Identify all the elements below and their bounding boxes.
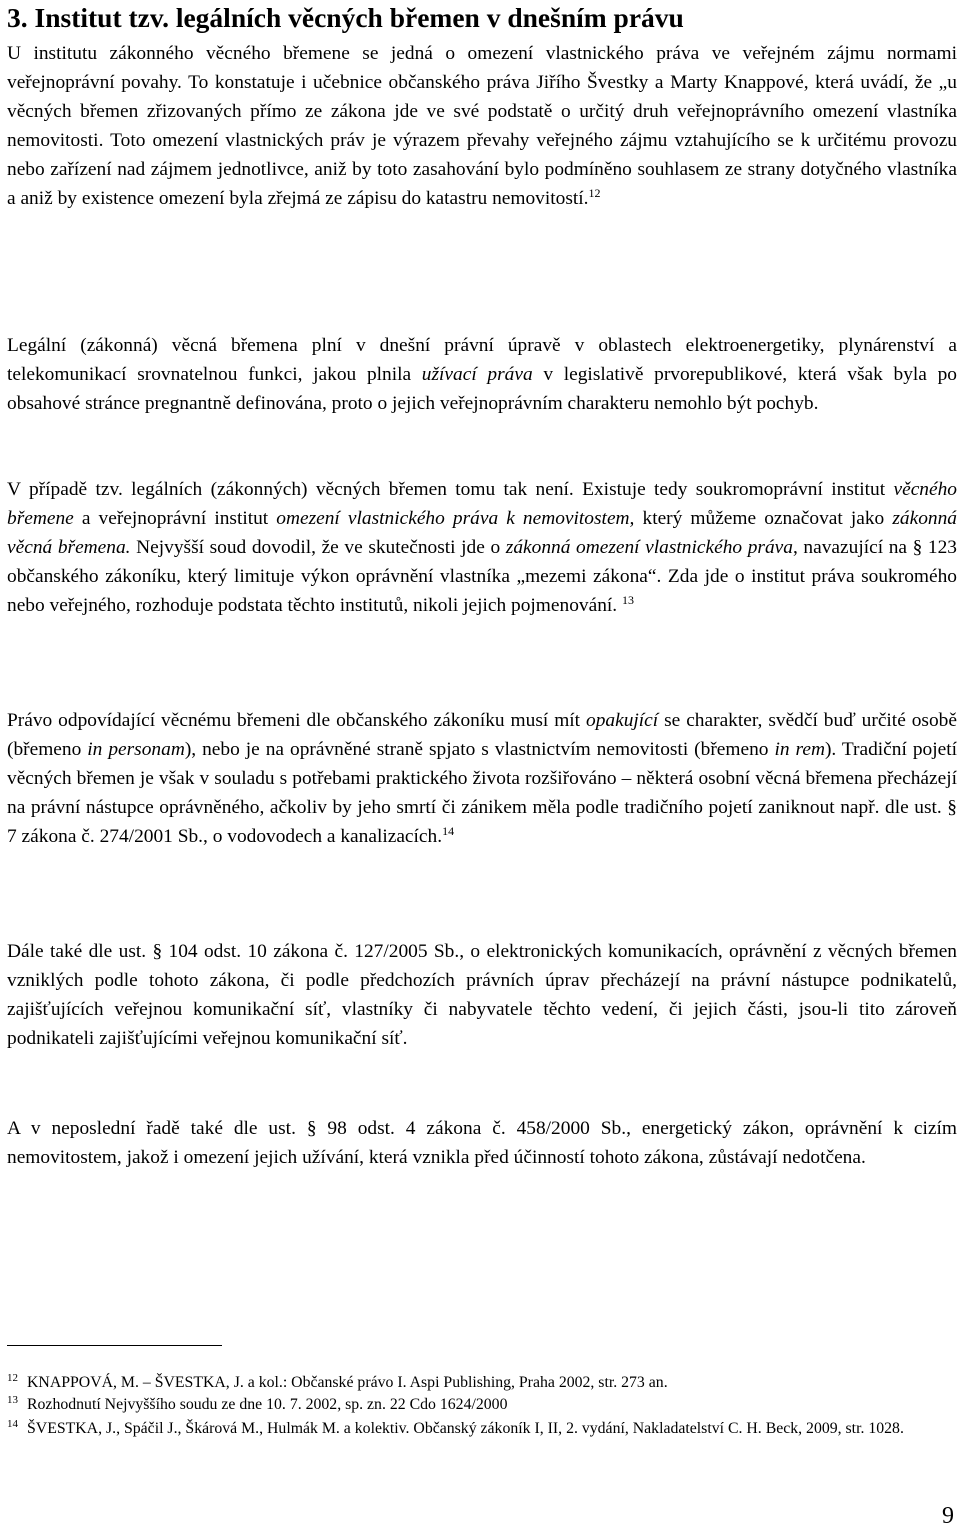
footnote-ref-12[interactable]: 12 [588,186,601,200]
italic-term: věcného břemene [7,479,957,529]
footnote-number: 14 [7,1418,18,1430]
paragraph-5: Dále také dle ust. § 104 odst. 10 zákona č. 127/2005 Sb., o elektronických komunikacích, oprávnění z věcných břemen vzniklých podle tohoto zákona, či podle předchozích právních úprav přecházejí na právní nástupce podnikatelů, zajišťujících veřejnou komunikační síť, vlastníky či nabyvatele těchto vedení, či jejich části, jsou-li tito zároveň podnikateli zajišťujícími veřejnou komunikační síť. [7,941,957,1049]
italic-term: užívací práva [421,364,533,385]
paragraph-2: Legální (zákonná) věcná břemena plní v dnešní právní úpravě v oblastech elektroenergetiky, plynárenství a telekomunikací srovnatelnou funkci, jakou plnila užívací práva v legislativě prvorepublikové, která však byla po obsahové stránce pregnantně definována, proto o jejich veřejnoprávním charakteru nemohlo být pochyb. [7,335,957,414]
footnote-ref-14[interactable]: 14 [442,824,455,838]
italic-term: in rem [774,739,825,760]
paragraph-6: A v neposlední řadě také dle ust. § 98 odst. 4 zákona č. 458/2000 Sb., energetický zákon, oprávnění k cizím nemovitostem, jakož i omezení jejich užívání, která vznikla před účinností tohoto zákona, zůstávají nedotčena. [7,1118,957,1168]
italic-term: zákonná věcná břemena. [7,508,957,558]
paragraph-3: V případě tzv. legálních (zákonných) věcných břemen tomu tak není. Existuje tedy soukromoprávní institut věcného břemene a veřejnoprávní institut omezení vlastnického práva k nemovitostem, který můžeme označovat jako zákonná věcná břemena. Nejvyšší soud dovodil, že ve skutečnosti jde o zákonná omezení vlastnického práva, navazující na § 123 občanského zákoníku, který limituje výkon oprávnění vlastníka „mezemi zákona“. Zda jde o institut práva soukromého nebo veřejného, rozhoduje podstata těchto institutů, nikoli jejich pojmenování. $^{13}$ [7,479,958,616]
section-heading: 3. Institut tzv. legálních věcných břemen v dnešním právu [7,2,684,33]
italic-term: in personam [87,739,185,760]
footnote-text: ŠVESTKA, J., Spáčil J., Škárová M., Hulmák M. a kolektiv. Občanský zákoník I, II, 2. vydání, Nakladatelství C. H. Beck, 2009, str. 1028. [27,1420,904,1437]
footnote-ref-13[interactable]: 13 [621,593,634,607]
paragraph-1-text: U institutu zákonného věcného břemene se jedná o omezení vlastnického práva ve veřejném zájmu normami veřejnoprávní povahy. To konstatuje i učebnice občanského práva Jiřího Švestky a Marty Knappové, která uvádí, že „u věcných břemen zřizovaných přímo ze zákona jde ve své podstatě o určitý druh veřejnoprávního omezení vlastníka nemovitosti. Toto omezení vlastnických práv je výrazem převahy veřejného zájmu vztahujícího se k určitému provozu nebo zařízení nad zájmem jednotlivce, aniž by toto zasahování bylo podmíněno souhlasem ze strany dotyčného vlastníka a aniž by existence omezení byla zřejmá ze zápisu do katastru nemovitostí. [7,43,957,209]
italic-term: zákonná omezení vlastnického práva [505,537,793,558]
footnote-number: 13 [7,1394,18,1406]
paragraph-4: Právo odpovídající věcnému břemeni dle občanského zákoníku musí mít opakující se charakter, svědčí buď určité osobě (břemeno in personam), nebo je na oprávněné straně spjato s vlastnictvím nemovitosti (břemeno in rem). Tradiční pojetí věcných břemen je však v souladu s potřebami praktického života rozšiřováno – některá osobní věcná břemena přecházejí na právní nástupce oprávněného, ačkoliv by jeho smrtí či zánikem měla podle tradičního pojetí zaniknout např. dle ust. § 7 zákona č. 274/2001 Sb., o vodovodech a kanalizacích.$^{14}$ [7,710,958,847]
footnote-12 [7,1372,957,1394]
italic-term: omezení vlastnického práva k nemovitostem, [276,508,635,529]
italic-term: opakující [586,710,659,731]
paragraph-1 [7,39,957,213]
footnote-divider [7,1345,222,1346]
footnote-text: Rozhodnutí Nejvyššího soudu ze dne 10. 7. 2002, sp. zn. 22 Cdo 1624/2000 [27,1396,508,1413]
footnote-14 [7,1418,957,1440]
page-number: 9 [942,1503,954,1529]
footnote-number: 12 [7,1372,18,1384]
footnote-13 [7,1394,957,1416]
footnote-text: KNAPPOVÁ, M. – ŠVESTKA, J. a kol.: Občanské právo I. Aspi Publishing, Praha 2002, str. 273 an. [27,1374,668,1391]
